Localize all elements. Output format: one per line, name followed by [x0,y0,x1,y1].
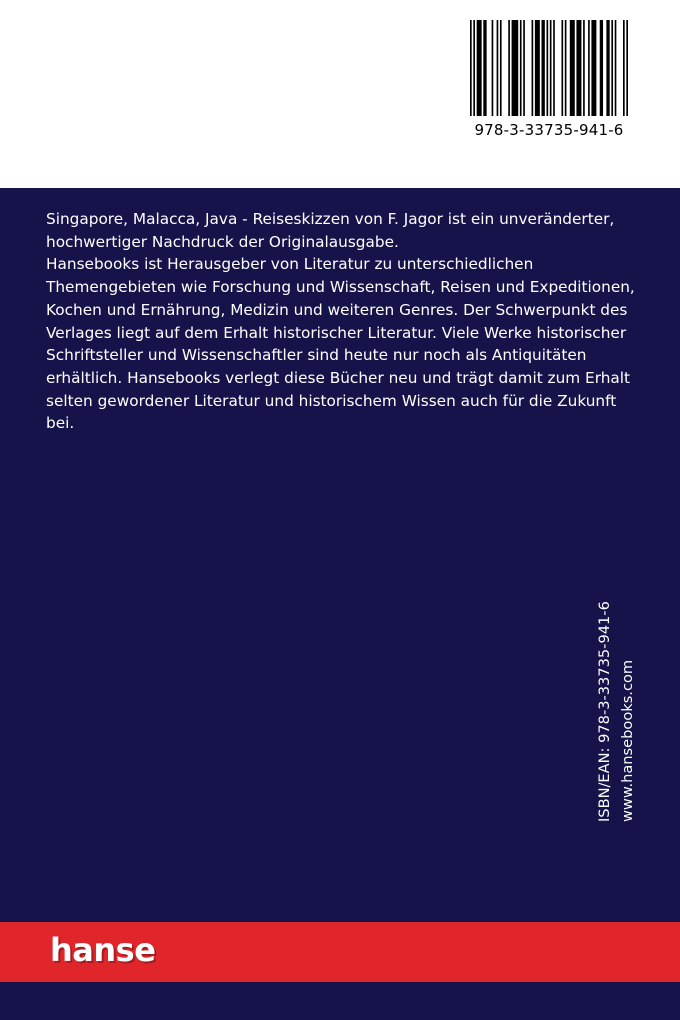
barcode-bar [623,20,625,116]
barcode-number: 978-3-33735-941-6 [474,121,624,139]
barcode-bar [583,20,585,116]
barcode-bar [532,20,534,116]
description-line: Singapore, Malacca, Java - Reiseskizzen von F. Jagor ist ein unveränderter, [46,210,615,228]
barcode-bar [611,20,613,116]
spine-info [593,588,645,822]
website-text: www.hansebooks.com [619,659,636,822]
barcode-bar [553,20,555,116]
description-line: Hansebooks ist Herausgeber von Literatur zu unterschiedlichen [46,255,534,274]
barcode-bar [565,20,567,116]
top-white-band [0,0,680,188]
barcode-bar [492,20,494,116]
barcode-bar [483,20,486,116]
barcode-bar [547,20,549,116]
barcode-bar [591,20,596,116]
barcode-bar [520,20,522,116]
barcode-bar [500,20,502,116]
barcode-bar [600,20,603,116]
barcode-bar [542,20,545,116]
barcode-bar [626,20,628,116]
description-line: Kochen und Ernährung, Medizin und weiteren Genres. Der Schwerpunkt des [46,300,628,319]
hanse-logo: hanse [50,931,156,969]
isbn-text: ISBN/EAN: 978-3-33735-941-6 [596,601,613,822]
barcode-bar [615,20,617,116]
barcode-bar [497,20,499,116]
barcode-bar [535,20,540,116]
barcode-bar [606,20,609,116]
barcode-bar [576,20,581,116]
description-line: selten gewordener Literatur und historischem Wissen auch für die Zukunft [46,391,617,410]
description-line: bei. [46,414,75,433]
barcode-bar [561,20,563,116]
description-line: Schriftsteller und Wissenschaftler sind heute nur noch als Antiquitäten [46,346,587,365]
barcode-bar [523,20,525,116]
barcode-bar [477,20,482,116]
barcode-bar [588,20,590,116]
description-line: Themengebieten wie Forschung und Wissenschaft, Reisen und Expeditionen, [46,278,635,297]
barcode-bar [512,20,519,116]
book-description [46,208,650,435]
description-line: hochwertiger Nachdruck der Originalausgabe. [46,232,399,251]
description-line: Verlages liegt auf dem Erhalt historischer Literatur. Viele Werke historischer [46,323,627,342]
barcode-bars [470,20,628,116]
barcode-bar [473,20,475,116]
barcode-bar [508,20,510,116]
description-line: erhältlich. Hansebooks verlegt diese Bücher neu und trägt damit zum Erhalt [46,368,631,387]
bottom-navy-band [0,982,680,1020]
barcode-bar [550,20,552,116]
barcode-bar [470,20,472,116]
barcode-bar [570,20,575,116]
barcode [470,20,628,140]
spine-info-text [593,588,645,822]
